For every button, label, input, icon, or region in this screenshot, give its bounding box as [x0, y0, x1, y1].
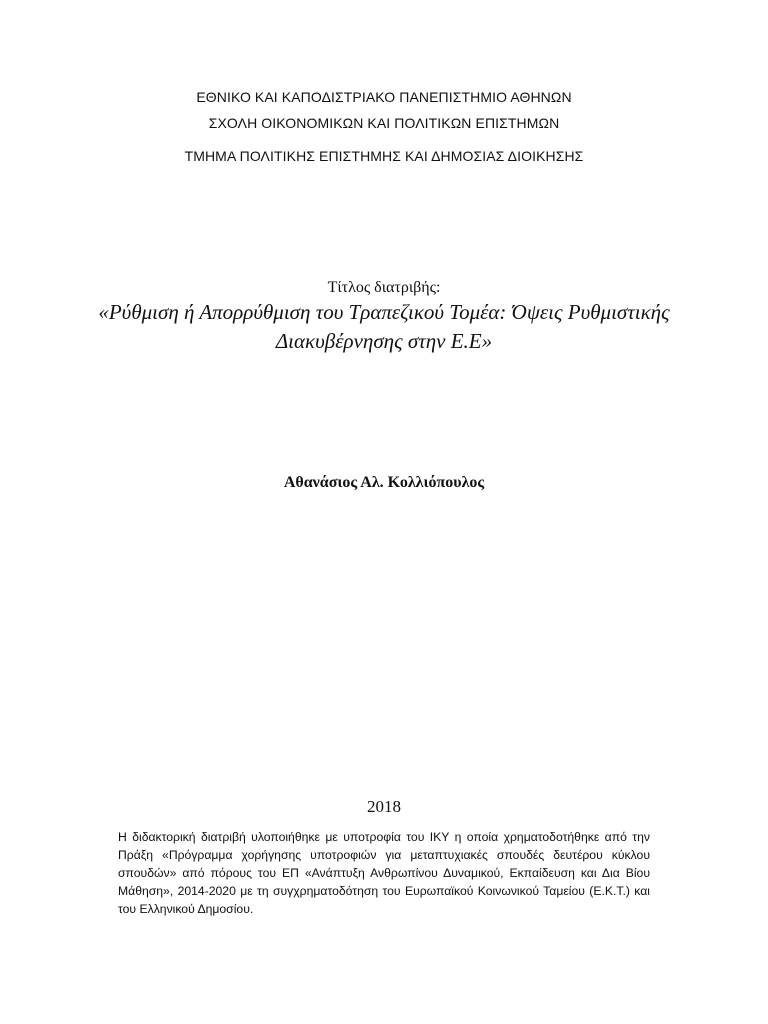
funding-note: Η διδακτορική διατριβή υλοποιήθηκε με υποτροφία του ΙΚΥ η οποία χρηματοδοτήθηκε από την Πράξη «Πρόγραμμα χορήγησης υποτροφιών για μεταπτυχιακές σπουδές δευτέρου κύκλου σπουδών» από πόρους του ΕΠ «Ανάπτυξη Ανθρωπίνου Δυναμικού, Εκπαίδευση και Δια Βίου Μάθηση», 2014-2020 με τη συγχρηματοδότηση του Ευρωπαϊκού Κοινωνικού Ταμείου (Ε.Κ.Τ.) και του Ελληνικού Δημοσίου.: [118, 830, 650, 916]
thesis-title-label: Τίτλος διατριβής:: [327, 279, 441, 296]
school-name: ΣΧΟΛΗ ΟΙΚΟΝΟΜΙΚΩΝ ΚΑΙ ΠΟΛΙΤΙΚΩΝ ΕΠΙΣΤΗΜΩΝ: [208, 115, 560, 131]
author-name: Αθανάσιος Αλ. Κολλιόπουλος: [283, 474, 485, 491]
department-name: ΤΜΗΜΑ ΠΟΛΙΤΙΚΗΣ ΕΠΙΣΤΗΜΗΣ ΚΑΙ ΔΗΜΟΣΙΑΣ ΔΙΟΙΚΗΣΗΣ: [184, 148, 584, 164]
thesis-title: «Ρύθμιση ή Απορρύθμιση του Τραπεζικού Τομέα: Όψεις Ρυθμιστικής Διακυβέρνησης στην Ε.Ε»: [98, 300, 670, 353]
thesis-year: 2018: [367, 797, 401, 816]
university-name: ΕΘΝΙΚΟ ΚΑΙ ΚΑΠΟΔΙΣΤΡΙΑΚΟ ΠΑΝΕΠΙΣΤΗΜΙΟ ΑΘΗΝΩΝ: [196, 89, 572, 105]
